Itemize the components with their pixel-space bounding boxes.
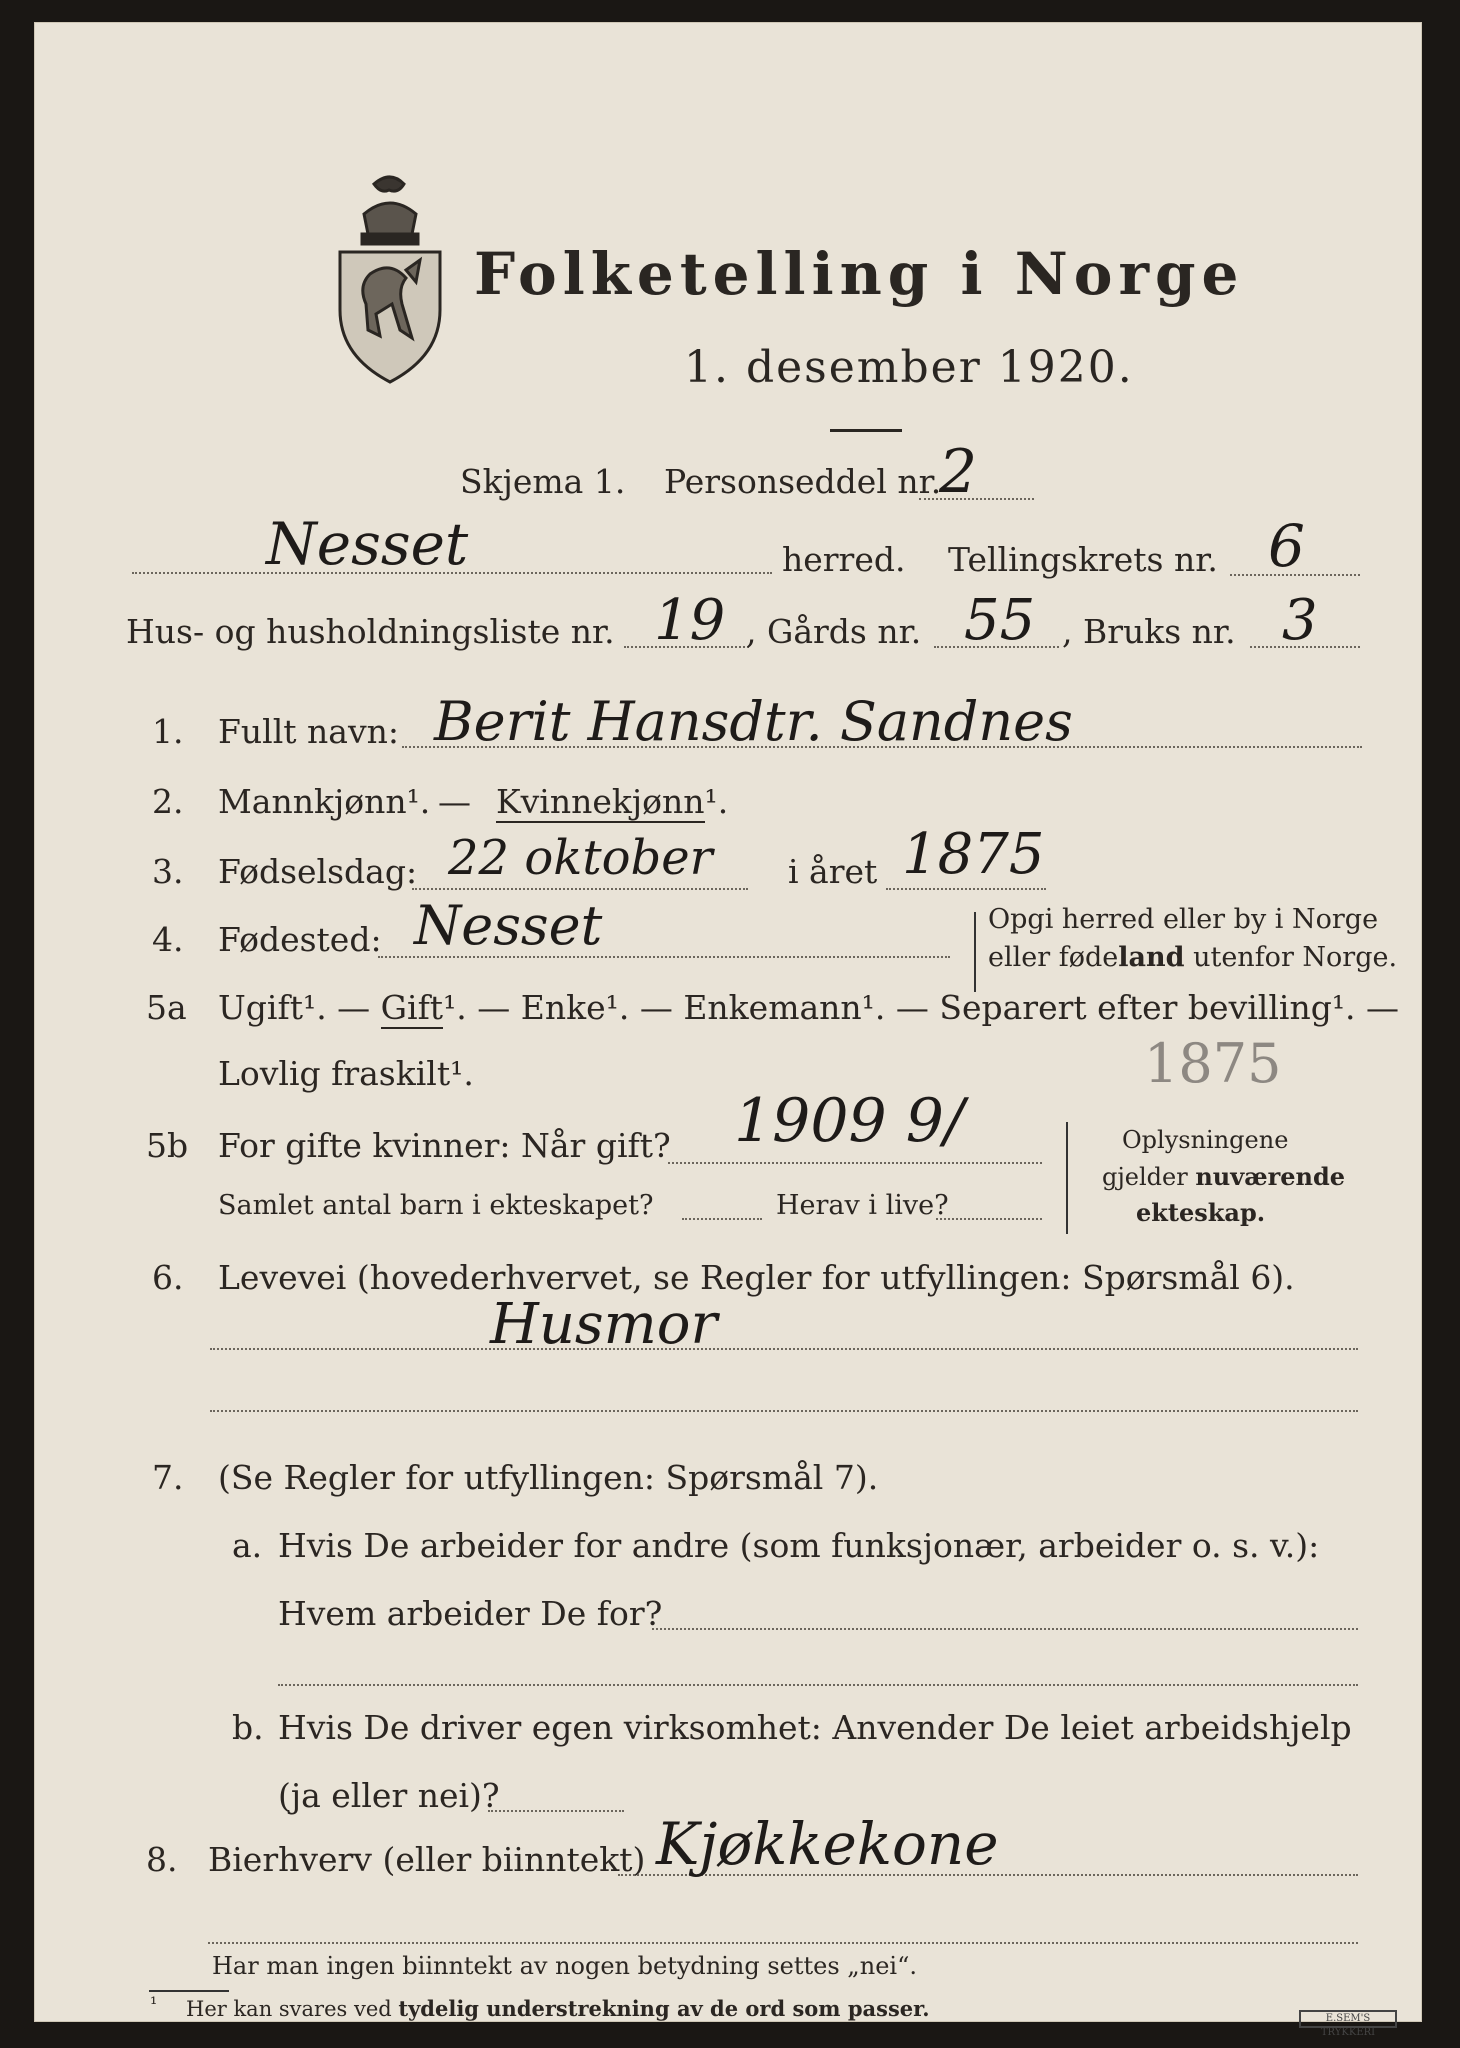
q2-kvinne-underlined: Kvinnekjønn bbox=[496, 782, 705, 821]
pencil-annotation: 1875 bbox=[1144, 1032, 1282, 1095]
occupation-field-2[interactable] bbox=[210, 1410, 1358, 1412]
alive-field[interactable] bbox=[936, 1218, 1042, 1220]
q8-number: 8. bbox=[146, 1840, 178, 1879]
children-field[interactable] bbox=[682, 1218, 762, 1220]
birth-year-field[interactable] bbox=[886, 888, 1046, 890]
q5b-label: For gifte kvinner: Når gift? bbox=[218, 1126, 671, 1165]
q7b-number: b. bbox=[232, 1708, 264, 1747]
q4-brace bbox=[974, 912, 986, 992]
q4-label: Fødested: bbox=[218, 920, 382, 959]
employer-field-2[interactable] bbox=[278, 1684, 1358, 1686]
q7a-label2: Hvem arbeider De for? bbox=[278, 1594, 663, 1633]
q6-number: 6. bbox=[152, 1258, 184, 1297]
q5b-brace bbox=[1066, 1122, 1078, 1234]
gards-label: , Gårds nr. bbox=[746, 612, 922, 651]
census-date: 1. desember 1920. bbox=[684, 342, 1134, 393]
married-date-value: 1909 9/ bbox=[734, 1086, 965, 1156]
page-title: Folketelling i Norge bbox=[474, 240, 1245, 308]
herred-value: Nesset bbox=[266, 510, 469, 578]
birth-year-value: 1875 bbox=[902, 822, 1045, 887]
q5a-number: 5a bbox=[146, 988, 187, 1027]
q5a-line2[interactable]: Lovlig fraskilt¹. bbox=[218, 1054, 474, 1093]
norwegian-coat-of-arms-icon bbox=[334, 174, 446, 384]
q2-number: 2. bbox=[152, 782, 184, 821]
hus-label: Hus- og husholdningsliste nr. bbox=[126, 612, 615, 651]
skjema-label: Skjema 1. bbox=[460, 462, 626, 501]
q5b-children-label: Samlet antal barn i ekteskapet? bbox=[218, 1190, 654, 1221]
tellingskrets-label: Tellingskrets nr. bbox=[948, 540, 1218, 579]
footnote-divider bbox=[149, 1990, 229, 1992]
q5a-gift: Gift bbox=[380, 988, 444, 1027]
bruks-value: 3 bbox=[1282, 588, 1318, 653]
q2-kvinne[interactable] bbox=[496, 782, 728, 821]
married-date-field[interactable] bbox=[668, 1162, 1042, 1164]
tellingskrets-value: 6 bbox=[1268, 512, 1305, 580]
q4-note-b: land bbox=[1118, 942, 1185, 973]
occupation-field[interactable] bbox=[210, 1348, 1358, 1350]
q7a-label: Hvis De arbeider for andre (som funksjonær, arbeider o. s. v.): bbox=[278, 1526, 1320, 1565]
full-name-value: Berit Hansdtr. Sandnes bbox=[434, 690, 1073, 753]
q5a-ugift: Ugift¹. — bbox=[218, 988, 381, 1027]
census-form-page bbox=[34, 22, 1422, 2038]
gards-value: 55 bbox=[964, 588, 1036, 653]
q5a-options[interactable] bbox=[218, 988, 1399, 1027]
footnote-plain: Her kan svares ved bbox=[186, 1997, 399, 2021]
q4-note-a: eller føde bbox=[988, 942, 1119, 973]
printer-mark: E.SEM'S TRYKKERI bbox=[1299, 2010, 1397, 2028]
q1-label: Fullt navn: bbox=[218, 712, 399, 751]
q2-mann[interactable]: Mannkjønn¹. bbox=[218, 782, 431, 821]
birthday-value: 22 oktober bbox=[448, 830, 713, 886]
q2-kvinne-suffix: ¹. bbox=[704, 782, 729, 821]
q4-note-c: utenfor Norge. bbox=[1184, 942, 1398, 973]
q5b-alive-label: Herav i live? bbox=[776, 1190, 949, 1221]
side-income-value: Kjøkkekone bbox=[656, 1810, 999, 1878]
q8-label: Bierhverv (eller biinntekt) bbox=[208, 1840, 646, 1879]
personseddel-label: Personseddel nr. bbox=[664, 462, 942, 501]
q5b-note-line1: Oplysningene bbox=[1122, 1126, 1289, 1154]
q7-label: (Se Regler for utfyllingen: Spørsmål 7). bbox=[218, 1458, 879, 1497]
q5a-rest: ¹. — Enke¹. — Enkemann¹. — Separert efter bevilling¹. — bbox=[443, 988, 1400, 1027]
year-label: i året bbox=[788, 852, 878, 891]
q5b-number: 5b bbox=[146, 1126, 189, 1165]
occupation-value: Husmor bbox=[490, 1292, 718, 1357]
q5b-note-line3: ekteskap. bbox=[1136, 1198, 1266, 1227]
q2-separator: — bbox=[438, 782, 471, 821]
personseddel-value: 2 bbox=[939, 437, 978, 507]
q4-note-line2 bbox=[988, 942, 1397, 973]
q7-number: 7. bbox=[152, 1458, 184, 1497]
biinntekt-note: Har man ingen biinntekt av nogen betydning settes „nei“. bbox=[212, 1952, 917, 1980]
birthplace-value: Nesset bbox=[414, 894, 603, 957]
q3-number: 3. bbox=[152, 852, 184, 891]
footnote-bold: tydelig understrekning av de ord som passer. bbox=[398, 1996, 930, 2021]
q4-note-line1: Opgi herred eller by i Norge bbox=[988, 904, 1379, 935]
q3-label: Fødselsdag: bbox=[218, 852, 418, 891]
q4-number: 4. bbox=[152, 920, 184, 959]
birthday-field[interactable] bbox=[412, 888, 748, 890]
q1-number: 1. bbox=[152, 712, 184, 751]
hus-value: 19 bbox=[654, 588, 726, 653]
bruks-label: , Bruks nr. bbox=[1062, 612, 1236, 651]
q7b-label2: (ja eller nei)? bbox=[278, 1776, 500, 1815]
q6-label: Levevei (hovederhvervet, se Regler for utfyllingen: Spørsmål 6). bbox=[218, 1258, 1295, 1297]
hired-help-field[interactable] bbox=[488, 1810, 624, 1812]
footnote-text bbox=[186, 1996, 930, 2021]
q7b-label: Hvis De driver egen virksomhet: Anvender De leiet arbeidshjelp bbox=[278, 1708, 1352, 1747]
footnote-marker: ¹ bbox=[150, 1994, 158, 2015]
q5b-note-line2 bbox=[1102, 1162, 1345, 1191]
q7a-number: a. bbox=[232, 1526, 263, 1565]
side-income-field-2[interactable] bbox=[208, 1942, 1358, 1944]
divider bbox=[830, 429, 902, 432]
q5b-note-b: nuværende bbox=[1195, 1162, 1346, 1191]
herred-label: herred. bbox=[782, 540, 906, 579]
q5b-note-a: gjelder bbox=[1102, 1163, 1196, 1191]
employer-field[interactable] bbox=[652, 1628, 1358, 1630]
